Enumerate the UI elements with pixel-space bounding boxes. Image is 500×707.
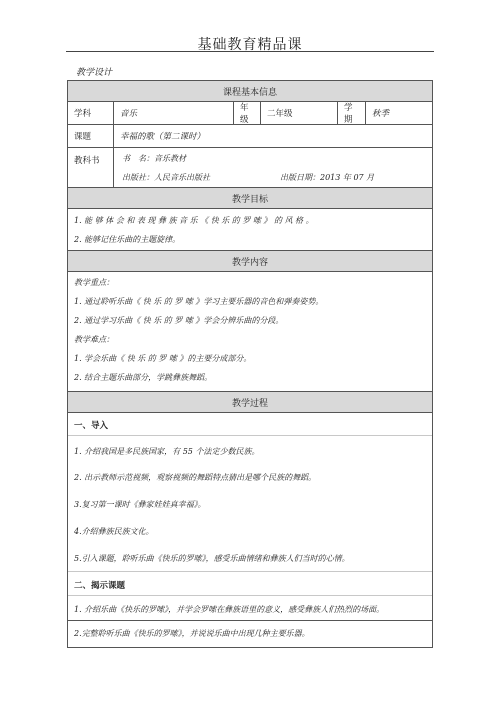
- term-value: 秋季: [372, 109, 390, 119]
- grade-value: 二年级: [261, 102, 338, 124]
- content-title: 教学内容: [231, 257, 268, 268]
- subject-row: [68, 102, 432, 125]
- process-body-continued: [68, 621, 432, 647]
- section1-rule: [68, 435, 432, 436]
- section1-item-3: 3.复习第一课时《彝家娃娃真幸福》。: [74, 500, 206, 509]
- process-title: 教学过程: [231, 398, 268, 409]
- process-header: [68, 392, 432, 413]
- difficulty-label: 教学难点：: [74, 335, 114, 344]
- basic-info-header: [68, 81, 432, 102]
- goal-item-1: 1. 能 够 体 会 和 表 现 彝 族 音 乐 《 快 乐 的 罗 嗦 》 的 风 格 。: [74, 216, 314, 225]
- grade-label: 年级: [234, 102, 261, 124]
- content-header: [68, 251, 432, 272]
- section1-item-1: 1. 介绍我国是多民族国家，有 55 个法定少数民族。: [74, 447, 260, 456]
- goals-title: 教学目标: [231, 194, 268, 205]
- lesson-plan-table: [67, 80, 433, 648]
- focus-item-1: 1. 通过聆听乐曲《 快 乐 的 罗 嗦 》学习主要乐器的音色和弹奏姿势。: [74, 297, 324, 306]
- section2-item-1: 1. 介绍乐曲《快乐的罗嗦》，并学会罗嗦在彝族语里的意义，感受彝族人们热烈的场面。: [74, 605, 385, 614]
- section1-item-4: 4.介绍彝族民族文化。: [74, 527, 154, 536]
- publisher-line: 出版社：人民音乐出版社: [122, 173, 210, 182]
- goals-header: [68, 188, 432, 209]
- topic-row: [68, 125, 432, 148]
- section1-item-5: 5.引入课题，聆听乐曲《快乐的罗嗦》，感受乐曲情绪和彝族人们当时的心情。: [74, 554, 350, 563]
- basic-info-title: 课程基本信息: [222, 87, 277, 98]
- section2-rule: [68, 595, 432, 596]
- topic-label: 课题: [68, 125, 114, 147]
- document-type-label: 教学设计: [76, 68, 113, 78]
- difficulty-item-2: 2. 结合主题乐曲部分，学跳彝族舞蹈。: [74, 373, 213, 382]
- process-body: [68, 413, 432, 621]
- section2-item-2: 2.完整聆听乐曲《快乐的罗嗦》，并说说乐曲中出现几种主要乐器。: [74, 629, 310, 638]
- publish-date-line: 出版日期：2013 年 07 月: [280, 173, 375, 182]
- textbook-label: 教科书: [68, 148, 114, 187]
- difficulty-item-1: 1. 学会乐曲《 快 乐 的 罗 嗦 》的主要分成部分。: [74, 354, 252, 363]
- focus-item-2: 2. 通过学习乐曲《 快 乐 的 罗 嗦 》学会分辨乐曲的分段。: [74, 316, 284, 325]
- content-body: [68, 272, 432, 392]
- section2-title: 二、揭示课题: [74, 581, 126, 591]
- term-label: 学期: [338, 102, 366, 124]
- topic-value: 幸福的歌（第二课时）: [120, 132, 206, 142]
- subject-value: 音乐: [114, 102, 234, 124]
- book-name-line: 书 名：音乐教材: [122, 154, 186, 163]
- goals-body: [68, 209, 432, 251]
- textbook-row: [68, 148, 432, 188]
- focus-label: 教学重点：: [74, 278, 114, 287]
- page-header-title: 基础教育精品课: [197, 37, 303, 53]
- section1-item-2: 2. 出示教师示范视频，观察视频的舞蹈特点猜出是哪个民族的舞蹈。: [74, 473, 317, 482]
- header-rule: [66, 51, 434, 52]
- textbook-info: [114, 148, 432, 187]
- section1-title: 一、导入: [74, 421, 109, 431]
- section1-end-rule: [68, 571, 432, 572]
- goal-item-2: 2. 能够记住乐曲的主题旋律。: [74, 235, 181, 244]
- subject-label: 学科: [68, 102, 114, 124]
